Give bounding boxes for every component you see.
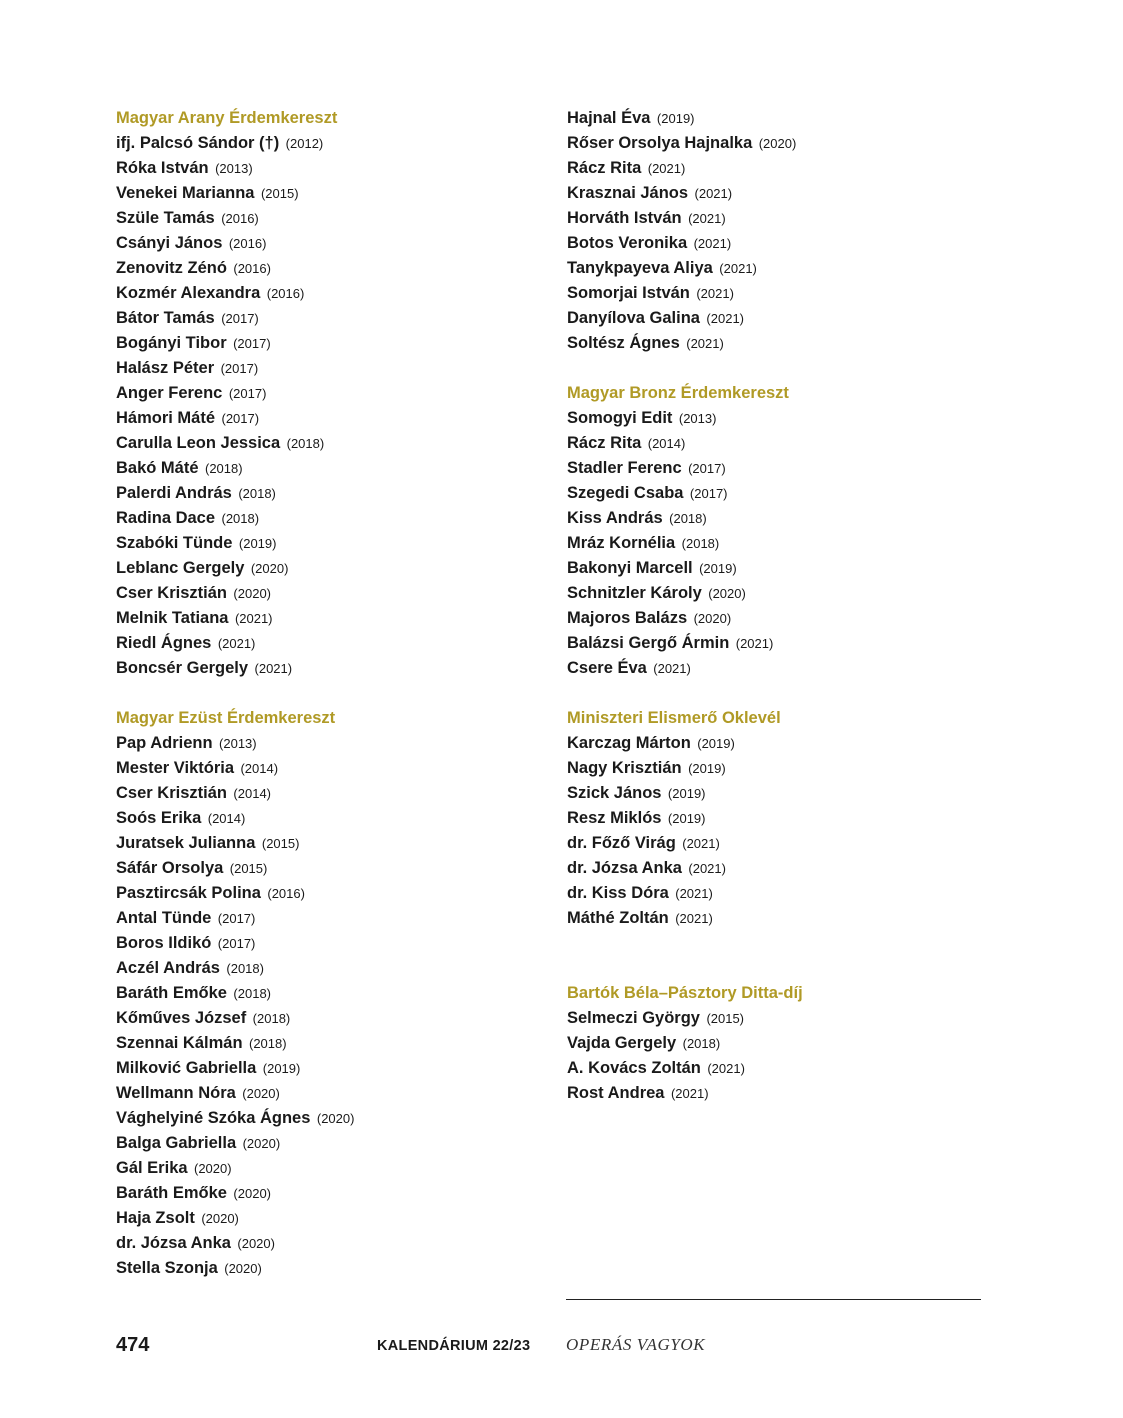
list-item <box>567 131 1007 156</box>
award-year: (2014) <box>240 761 279 776</box>
recipient-name: Danyílova Galina <box>567 309 700 327</box>
list-item <box>567 206 1007 231</box>
award-year: (2020) <box>201 1211 239 1226</box>
recipient-name: Resz Miklós <box>567 809 662 827</box>
list-item <box>116 956 556 981</box>
recipient-name: Balga Gabriella <box>116 1134 237 1152</box>
list-item <box>567 581 1007 606</box>
award-year: (2020) <box>224 1261 262 1276</box>
list-item <box>116 981 556 1006</box>
list-item <box>116 406 556 431</box>
award-year: (2018) <box>682 1036 721 1051</box>
award-year: (2021) <box>696 286 734 301</box>
award-year: (2019) <box>667 786 706 801</box>
recipient-name: Juratsek Julianna <box>116 834 256 852</box>
recipient-name: Bakó Máté <box>116 459 199 477</box>
list-item <box>567 881 1007 906</box>
list-item <box>116 656 556 681</box>
award-year: (2018) <box>252 1011 291 1026</box>
list-item <box>567 156 1007 181</box>
recipient-name: Mráz Kornélia <box>567 534 676 552</box>
award-year: (2021) <box>694 186 733 201</box>
recipient-name: Rácz Rita <box>567 159 642 177</box>
recipient-name: Schnitzler Károly <box>567 584 702 602</box>
list-item <box>567 331 1007 356</box>
recipient-name: Bakonyi Marcell <box>567 559 693 577</box>
list-item <box>116 806 556 831</box>
list-item <box>116 1156 556 1181</box>
award-section <box>567 706 1007 931</box>
list-item <box>116 456 556 481</box>
recipient-name: Kőműves József <box>116 1009 247 1027</box>
award-year: (2018) <box>249 1036 287 1051</box>
award-year: (2019) <box>667 811 706 826</box>
award-year: (2019) <box>656 111 695 126</box>
list-item <box>116 1231 556 1256</box>
award-year: (2017) <box>688 461 726 476</box>
recipient-name: Stella Szonja <box>116 1259 218 1277</box>
list-item <box>116 781 556 806</box>
recipient-name: Botos Veronika <box>567 234 688 252</box>
award-year: (2021) <box>217 636 256 651</box>
publication-title: KALENDÁRIUM 22/23 <box>377 1338 531 1354</box>
award-year: (2021) <box>682 836 720 851</box>
recipient-name: Palerdi András <box>116 484 232 502</box>
award-year: (2014) <box>233 786 271 801</box>
recipient-name: A. Kovács Zoltán <box>567 1059 701 1077</box>
list-item <box>567 281 1007 306</box>
recipient-name: Krasznai János <box>567 184 689 202</box>
award-year: (2013) <box>219 736 257 751</box>
recipient-name: Halász Péter <box>116 359 215 377</box>
recipient-name: Zenovitz Zénó <box>116 259 227 277</box>
recipient-name: Tanykpayeva Aliya <box>567 259 713 277</box>
recipient-name: Szüle Tamás <box>116 209 215 227</box>
list-item <box>116 856 556 881</box>
list-item <box>116 831 556 856</box>
recipient-name: Rost Andrea <box>567 1084 665 1102</box>
recipient-name: Sáfár Orsolya <box>116 859 224 877</box>
list-item <box>116 1031 556 1056</box>
recipient-name: Nagy Krisztián <box>567 759 682 777</box>
award-year: (2021) <box>688 211 726 226</box>
award-year: (2018) <box>233 986 271 1001</box>
list-item <box>116 206 556 231</box>
award-year: (2017) <box>228 386 267 401</box>
award-year: (2020) <box>237 1236 275 1251</box>
award-year: (2018) <box>226 961 264 976</box>
award-year: (2021) <box>707 1061 745 1076</box>
award-year: (2021) <box>688 861 726 876</box>
award-year: (2021) <box>254 661 293 676</box>
award-year: (2018) <box>669 511 707 526</box>
recipient-name: Róka István <box>116 159 209 177</box>
recipient-name: Rőser Orsolya Hajnalka <box>567 134 753 152</box>
list-item <box>567 731 1007 756</box>
list-item <box>567 656 1007 681</box>
award-year: (2016) <box>228 236 267 251</box>
award-year: (2016) <box>233 261 271 276</box>
list-item <box>116 906 556 931</box>
list-item <box>567 756 1007 781</box>
list-item <box>116 731 556 756</box>
recipient-name: Stadler Ferenc <box>567 459 682 477</box>
list-item <box>116 331 556 356</box>
section-title: Magyar Ezüst Érdemkereszt <box>116 709 336 727</box>
list-item <box>567 1081 1007 1106</box>
list-item <box>116 1206 556 1231</box>
list-item <box>116 1056 556 1081</box>
list-item <box>116 756 556 781</box>
award-year: (2016) <box>266 286 305 301</box>
award-section <box>116 106 556 681</box>
award-year: (2019) <box>262 1061 301 1076</box>
footer-rule <box>566 1299 981 1300</box>
list-item <box>567 856 1007 881</box>
award-year: (2017) <box>220 361 259 376</box>
award-section <box>567 381 1007 681</box>
recipient-name: Karczag Márton <box>567 734 691 752</box>
recipient-name: Somogyi Edit <box>567 409 673 427</box>
recipient-name: Baráth Emőke <box>116 984 227 1002</box>
award-section <box>567 981 1007 1106</box>
recipient-name: dr. Főző Virág <box>567 834 676 852</box>
award-year: (2018) <box>286 436 325 451</box>
list-item <box>116 581 556 606</box>
award-year: (2014) <box>647 436 686 451</box>
list-item <box>116 631 556 656</box>
list-item <box>116 1181 556 1206</box>
list-item <box>567 506 1007 531</box>
right-column <box>567 106 1007 1131</box>
list-item <box>116 1256 556 1281</box>
award-year: (2017) <box>221 411 260 426</box>
list-item <box>116 156 556 181</box>
award-year: (2017) <box>217 936 256 951</box>
recipient-name: Haja Zsolt <box>116 1209 195 1227</box>
list-item <box>116 1081 556 1106</box>
list-item <box>567 631 1007 656</box>
list-item <box>116 131 556 156</box>
award-year: (2020) <box>233 586 271 601</box>
award-year: (2021) <box>653 661 691 676</box>
list-item <box>116 181 556 206</box>
award-year: (2016) <box>221 211 259 226</box>
list-item <box>567 606 1007 631</box>
list-item <box>567 556 1007 581</box>
list-item <box>116 356 556 381</box>
recipient-name: Majoros Balázs <box>567 609 688 627</box>
list-item <box>567 431 1007 456</box>
page-number: 474 <box>116 1334 150 1356</box>
list-item <box>116 231 556 256</box>
recipient-name: dr. Józsa Anka <box>567 859 682 877</box>
section-title: Magyar Bronz Érdemkereszt <box>567 384 789 402</box>
recipient-name: Venekei Marianna <box>116 184 255 202</box>
recipient-name: Somorjai István <box>567 284 690 302</box>
recipient-name: Cser Krisztián <box>116 784 227 802</box>
list-item <box>567 831 1007 856</box>
award-section <box>116 706 556 1281</box>
list-item <box>116 306 556 331</box>
recipient-name: Csere Éva <box>567 659 647 677</box>
award-year: (2021) <box>686 336 724 351</box>
list-item <box>116 256 556 281</box>
recipient-name: Pasztircsák Polina <box>116 884 261 902</box>
award-year: (2021) <box>670 1086 709 1101</box>
list-item <box>116 1131 556 1156</box>
award-year: (2021) <box>693 236 732 251</box>
recipient-name: Kozmér Alexandra <box>116 284 261 302</box>
award-year: (2017) <box>221 311 259 326</box>
recipient-name: Szick János <box>567 784 662 802</box>
recipient-name: Boros Ildikó <box>116 934 212 952</box>
recipient-name: Cser Krisztián <box>116 584 227 602</box>
award-year: (2021) <box>706 311 744 326</box>
award-year: (2018) <box>238 486 276 501</box>
recipient-name: Melnik Tatiana <box>116 609 229 627</box>
award-year: (2019) <box>238 536 277 551</box>
list-item <box>567 481 1007 506</box>
left-column <box>116 106 556 1306</box>
recipient-name: Vajda Gergely <box>567 1034 677 1052</box>
award-year: (2021) <box>675 886 713 901</box>
list-item <box>567 531 1007 556</box>
recipient-name: Szabóki Tünde <box>116 534 233 552</box>
section-title: Miniszteri Elismerő Oklevél <box>567 709 781 727</box>
award-year: (2017) <box>217 911 256 926</box>
list-item <box>567 906 1007 931</box>
recipient-name: Anger Ferenc <box>116 384 223 402</box>
award-year: (2020) <box>242 1136 281 1151</box>
list-item <box>567 806 1007 831</box>
award-year: (2021) <box>234 611 273 626</box>
recipient-name: Baráth Emőke <box>116 1184 227 1202</box>
recipient-name: Milković Gabriella <box>116 1059 257 1077</box>
list-item <box>567 231 1007 256</box>
list-item <box>567 181 1007 206</box>
award-year: (2020) <box>758 136 797 151</box>
recipient-name: Antal Tünde <box>116 909 212 927</box>
list-item <box>567 306 1007 331</box>
award-year: (2017) <box>689 486 728 501</box>
recipient-name: Bátor Tamás <box>116 309 215 327</box>
publication-subtitle: OPERÁS VAGYOK <box>566 1335 706 1354</box>
list-item <box>567 406 1007 431</box>
list-item <box>116 481 556 506</box>
award-year: (2018) <box>204 461 243 476</box>
recipient-name: Radina Dace <box>116 509 216 527</box>
recipient-name: Selmeczi György <box>567 1009 700 1027</box>
section-title: Bartók Béla–Pásztory Ditta-díj <box>567 984 803 1002</box>
list-item <box>567 256 1007 281</box>
award-year: (2020) <box>250 561 289 576</box>
award-year: (2018) <box>681 536 720 551</box>
list-item <box>116 281 556 306</box>
list-item <box>567 1006 1007 1031</box>
recipient-name: Leblanc Gergely <box>116 559 245 577</box>
award-year: (2020) <box>233 1186 271 1201</box>
award-year: (2017) <box>233 336 271 351</box>
list-item <box>567 1031 1007 1056</box>
recipient-name: Mester Viktória <box>116 759 234 777</box>
recipient-name: Hámori Máté <box>116 409 216 427</box>
section-title: Magyar Arany Érdemkereszt <box>116 109 338 127</box>
recipient-name: Szegedi Csaba <box>567 484 684 502</box>
recipient-name: Kiss András <box>567 509 663 527</box>
list-item <box>116 1106 556 1131</box>
recipient-name: Boncsér Gergely <box>116 659 249 677</box>
award-year: (2015) <box>229 861 268 876</box>
award-year: (2020) <box>708 586 746 601</box>
recipient-name: Pap Adrienn <box>116 734 213 752</box>
award-year: (2015) <box>706 1011 745 1026</box>
award-section <box>567 106 1007 356</box>
list-item <box>116 606 556 631</box>
award-year: (2020) <box>242 1086 280 1101</box>
list-item <box>567 456 1007 481</box>
recipient-name: Vághelyiné Szóka Ágnes <box>116 1109 311 1127</box>
recipient-name: ifj. Palcsó Sándor (†) <box>116 134 280 152</box>
award-year: (2021) <box>675 911 713 926</box>
award-year: (2012) <box>285 136 324 151</box>
award-year: (2020) <box>194 1161 232 1176</box>
recipient-name: Balázsi Gergő Ármin <box>567 634 730 652</box>
award-year: (2018) <box>221 511 260 526</box>
award-year: (2016) <box>267 886 305 901</box>
recipient-name: Rácz Rita <box>567 434 642 452</box>
award-year: (2019) <box>697 736 735 751</box>
award-year: (2021) <box>735 636 774 651</box>
award-year: (2013) <box>215 161 253 176</box>
recipient-name: Hajnal Éva <box>567 109 651 127</box>
list-item <box>567 1056 1007 1081</box>
recipient-name: dr. Józsa Anka <box>116 1234 231 1252</box>
recipient-name: Horváth István <box>567 209 682 227</box>
recipient-name: Soltész Ágnes <box>567 334 680 352</box>
list-item <box>116 506 556 531</box>
recipient-name: Szennai Kálmán <box>116 1034 243 1052</box>
award-year: (2021) <box>647 161 686 176</box>
award-year: (2020) <box>693 611 732 626</box>
recipient-name: Csányi János <box>116 234 223 252</box>
list-item <box>116 881 556 906</box>
list-item <box>116 431 556 456</box>
list-item <box>116 1006 556 1031</box>
recipient-name: dr. Kiss Dóra <box>567 884 669 902</box>
award-year: (2019) <box>688 761 726 776</box>
award-year: (2015) <box>260 186 299 201</box>
award-year: (2021) <box>719 261 757 276</box>
recipient-name: Carulla Leon Jessica <box>116 434 281 452</box>
list-item <box>116 931 556 956</box>
award-year: (2013) <box>678 411 717 426</box>
list-item <box>116 531 556 556</box>
recipient-name: Gál Erika <box>116 1159 188 1177</box>
award-year: (2015) <box>261 836 300 851</box>
award-year: (2014) <box>207 811 246 826</box>
award-year: (2019) <box>699 561 737 576</box>
recipient-name: Aczél András <box>116 959 220 977</box>
recipient-name: Riedl Ágnes <box>116 634 212 652</box>
recipient-name: Soós Erika <box>116 809 202 827</box>
award-year: (2020) <box>316 1111 355 1126</box>
list-item <box>116 556 556 581</box>
recipient-name: Bogányi Tibor <box>116 334 227 352</box>
recipient-name: Wellmann Nóra <box>116 1084 236 1102</box>
recipient-name: Máthé Zoltán <box>567 909 669 927</box>
list-item <box>567 781 1007 806</box>
list-item <box>567 106 1007 131</box>
list-item <box>116 381 556 406</box>
